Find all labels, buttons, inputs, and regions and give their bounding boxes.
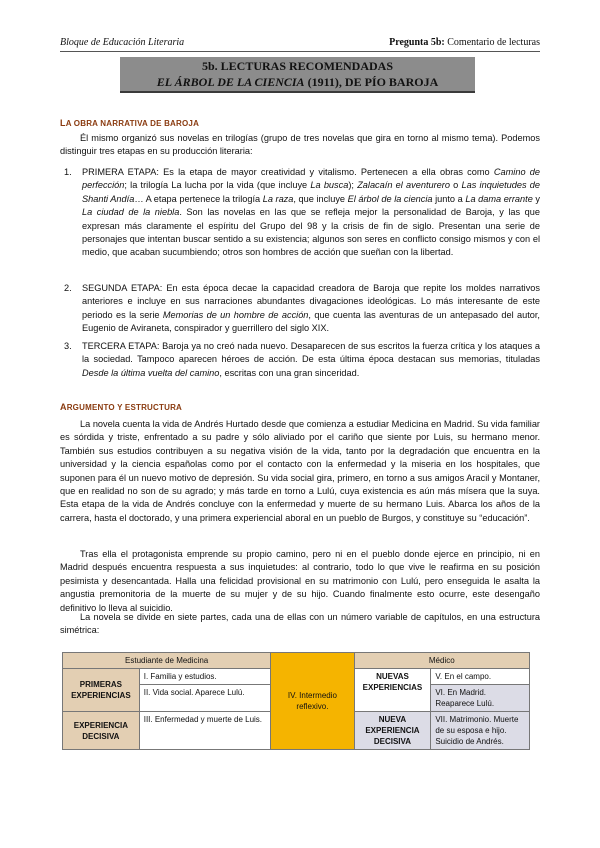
cell-part-v: V. En el campo. [431, 669, 530, 685]
title-line-1: 5b. LECTURAS RECOMENDADAS [201, 59, 394, 73]
list-number: 3. [64, 341, 72, 351]
header-subject: Bloque de Educación Literaria [60, 37, 185, 48]
list-item-primera-etapa [60, 166, 540, 260]
list-item-segunda-etapa [60, 282, 540, 336]
cell-part-ii: II. Vida social. Aparece Lulú. [139, 685, 271, 712]
structure-paragraph: La novela se divide en siete partes, cada una de ellas con un número variable de capítulos, en una estructura simétrica: [60, 612, 540, 636]
section-heading-obra-narrativa: LA OBRA NARRATIVA DE BAROJA [60, 118, 200, 128]
cell-part-vi: VI. En Madrid. Reaparece Lulú. [431, 685, 530, 712]
header-question-label: Comentario de lecturas [444, 37, 540, 48]
list-item-tercera-etapa [60, 340, 540, 380]
cell-part-iv: IV. Intermedio reflexivo. [271, 653, 354, 750]
structure-table [62, 652, 530, 750]
list-item-text: TERCERA ETAPA: Baroja ya no creó nada nuevo. Desaparecen de sus escritos la fuerza crítica y los ataques a la sociedad. Tampoco aparecen héroes de acción. De esta última época destacan sus memorias, tituladas Desde la última vuelta del camino, escritas con una gran sinceridad. [82, 341, 540, 378]
argument-paragraph-1: La novela cuenta la vida de Andrés Hurtado desde que comienza a estudiar Medicina en Madrid. Su vida familiar es sórdida y triste, enfrentado a su padre y sólo aliviado por el cariño que siente por Luis, su hermano menor. También sus estudios contribuyen a su negativa visión de la vida, tanto por la degradación que encuentra en la universidad y la ciencia españolas como por el contacto con la enfermedad y la miseria en los hospitales, que suponen para él un nuevo motivo de depresión. Su vida social gira, primero, en torno a sus amigos Aracil y Montaner, que en realidad no son de su agrado; y más tarde en torno a Lulú, cuya existencia es aún más mísera que la suya. Esta etapa de la vida de Andrés concluye con la enfermedad y muerte de su hermano Luis. Abarca los años de la carrera, hasta el doctorado, y una primera experiencial aboral en un pueblo de Burgos, y constituye su “educación”. [60, 419, 540, 523]
cell-part-vii: VII. Matrimonio. Muerte de su esposa e hijo. Suicidio de Andrés. [431, 712, 530, 750]
header-estudiante: Estudiante de Medicina [63, 653, 271, 669]
header-medico: Médico [354, 653, 529, 669]
header-rule [60, 51, 540, 52]
header-question [389, 37, 540, 48]
list-item-text: PRIMERA ETAPA: Es la etapa de mayor creatividad y vitalismo. Pertenecen a ella obras como Camino de perfección; la trilogía La lucha por la vida (que incluye La busca); Zalacaín el aventurero o Las inquietudes de Shanti Andía… A etapa pertenece la trilogía La raza, que incluye El árbol de la ciencia junto a La dama errante y La ciudad de la niebla. Son las novelas en las que se refleja mejor la personalidad de Baroja, y las que expresan más claramente el espíritu del Grupo del 98 y la crisis de fin de siglo. Presentan una serie de personajes que intentan buscar sentido a su existencia; algunos son seres en conflicto consigo mismos y con el medio, que acaban sucumbiendo; otros son hombres de acción que sueñan con la libertad. [82, 167, 540, 258]
list-item-text: SEGUNDA ETAPA: En esta época decae la capacidad creadora de Baroja que repite los moldes narrativos anteriores e incluye en sus narraciones abundantes divagaciones ideológicas. Lo más interesante de este periodo es la serie Memorias de un hombre de acción, que cuenta las aventuras de un antepasado del autor, Eugenio de Aviraneta, conspirador y guerrillero del siglo XIX. [82, 283, 540, 334]
cell-part-iii: III. Enfermedad y muerte de Luis. [139, 712, 271, 750]
book-title: EL ÁRBOL DE LA CIENCIA [156, 75, 305, 89]
intro-paragraph: Él mismo organizó sus novelas en trilogías (grupo de tres novelas que gira en torno al mismo tema). Podemos distinguir tres etapas en su producción literaria: [60, 133, 540, 157]
argument-paragraph-2: Tras ella el protagonista emprende su propio camino, pero ni en el pueblo donde ejerce en principio, ni en Madrid después encuentra respuesta a sus inquietudes: al contrario, todo lo que vive le reafirma en su posición pesimista y desencantada. Halla una felicidad provisional en su matrimonio con Lulú, pero enseguida le asalta la angustia premonitoria de la muerte de su mujer y de su hijo. Cuando finalmente esto ocurre, este desengaño definitivo lo lleva al suicidio. [60, 549, 540, 613]
section-heading-argumento: ARGUMENTO Y ESTRUCTURA [60, 402, 183, 412]
book-author: (1911), DE PÍO BAROJA [304, 75, 439, 89]
title-box [120, 57, 475, 93]
label-experiencia-decisiva: EXPERIENCIA DECISIVA [63, 712, 140, 750]
list-number: 2. [64, 283, 72, 293]
cell-part-i: I. Familia y estudios. [139, 669, 271, 685]
label-primeras-experiencias: PRIMERAS EXPERIENCIAS [63, 669, 140, 712]
label-nueva-experiencia-decisiva: NUEVA EXPERIENCIA DECISIVA [354, 712, 431, 750]
label-nuevas-experiencias: NUEVAS EXPERIENCIAS [354, 669, 431, 712]
page-header [60, 37, 540, 51]
title-line-2 [120, 75, 475, 90]
list-number: 1. [64, 167, 72, 177]
header-question-number: Pregunta 5b: [389, 37, 445, 48]
